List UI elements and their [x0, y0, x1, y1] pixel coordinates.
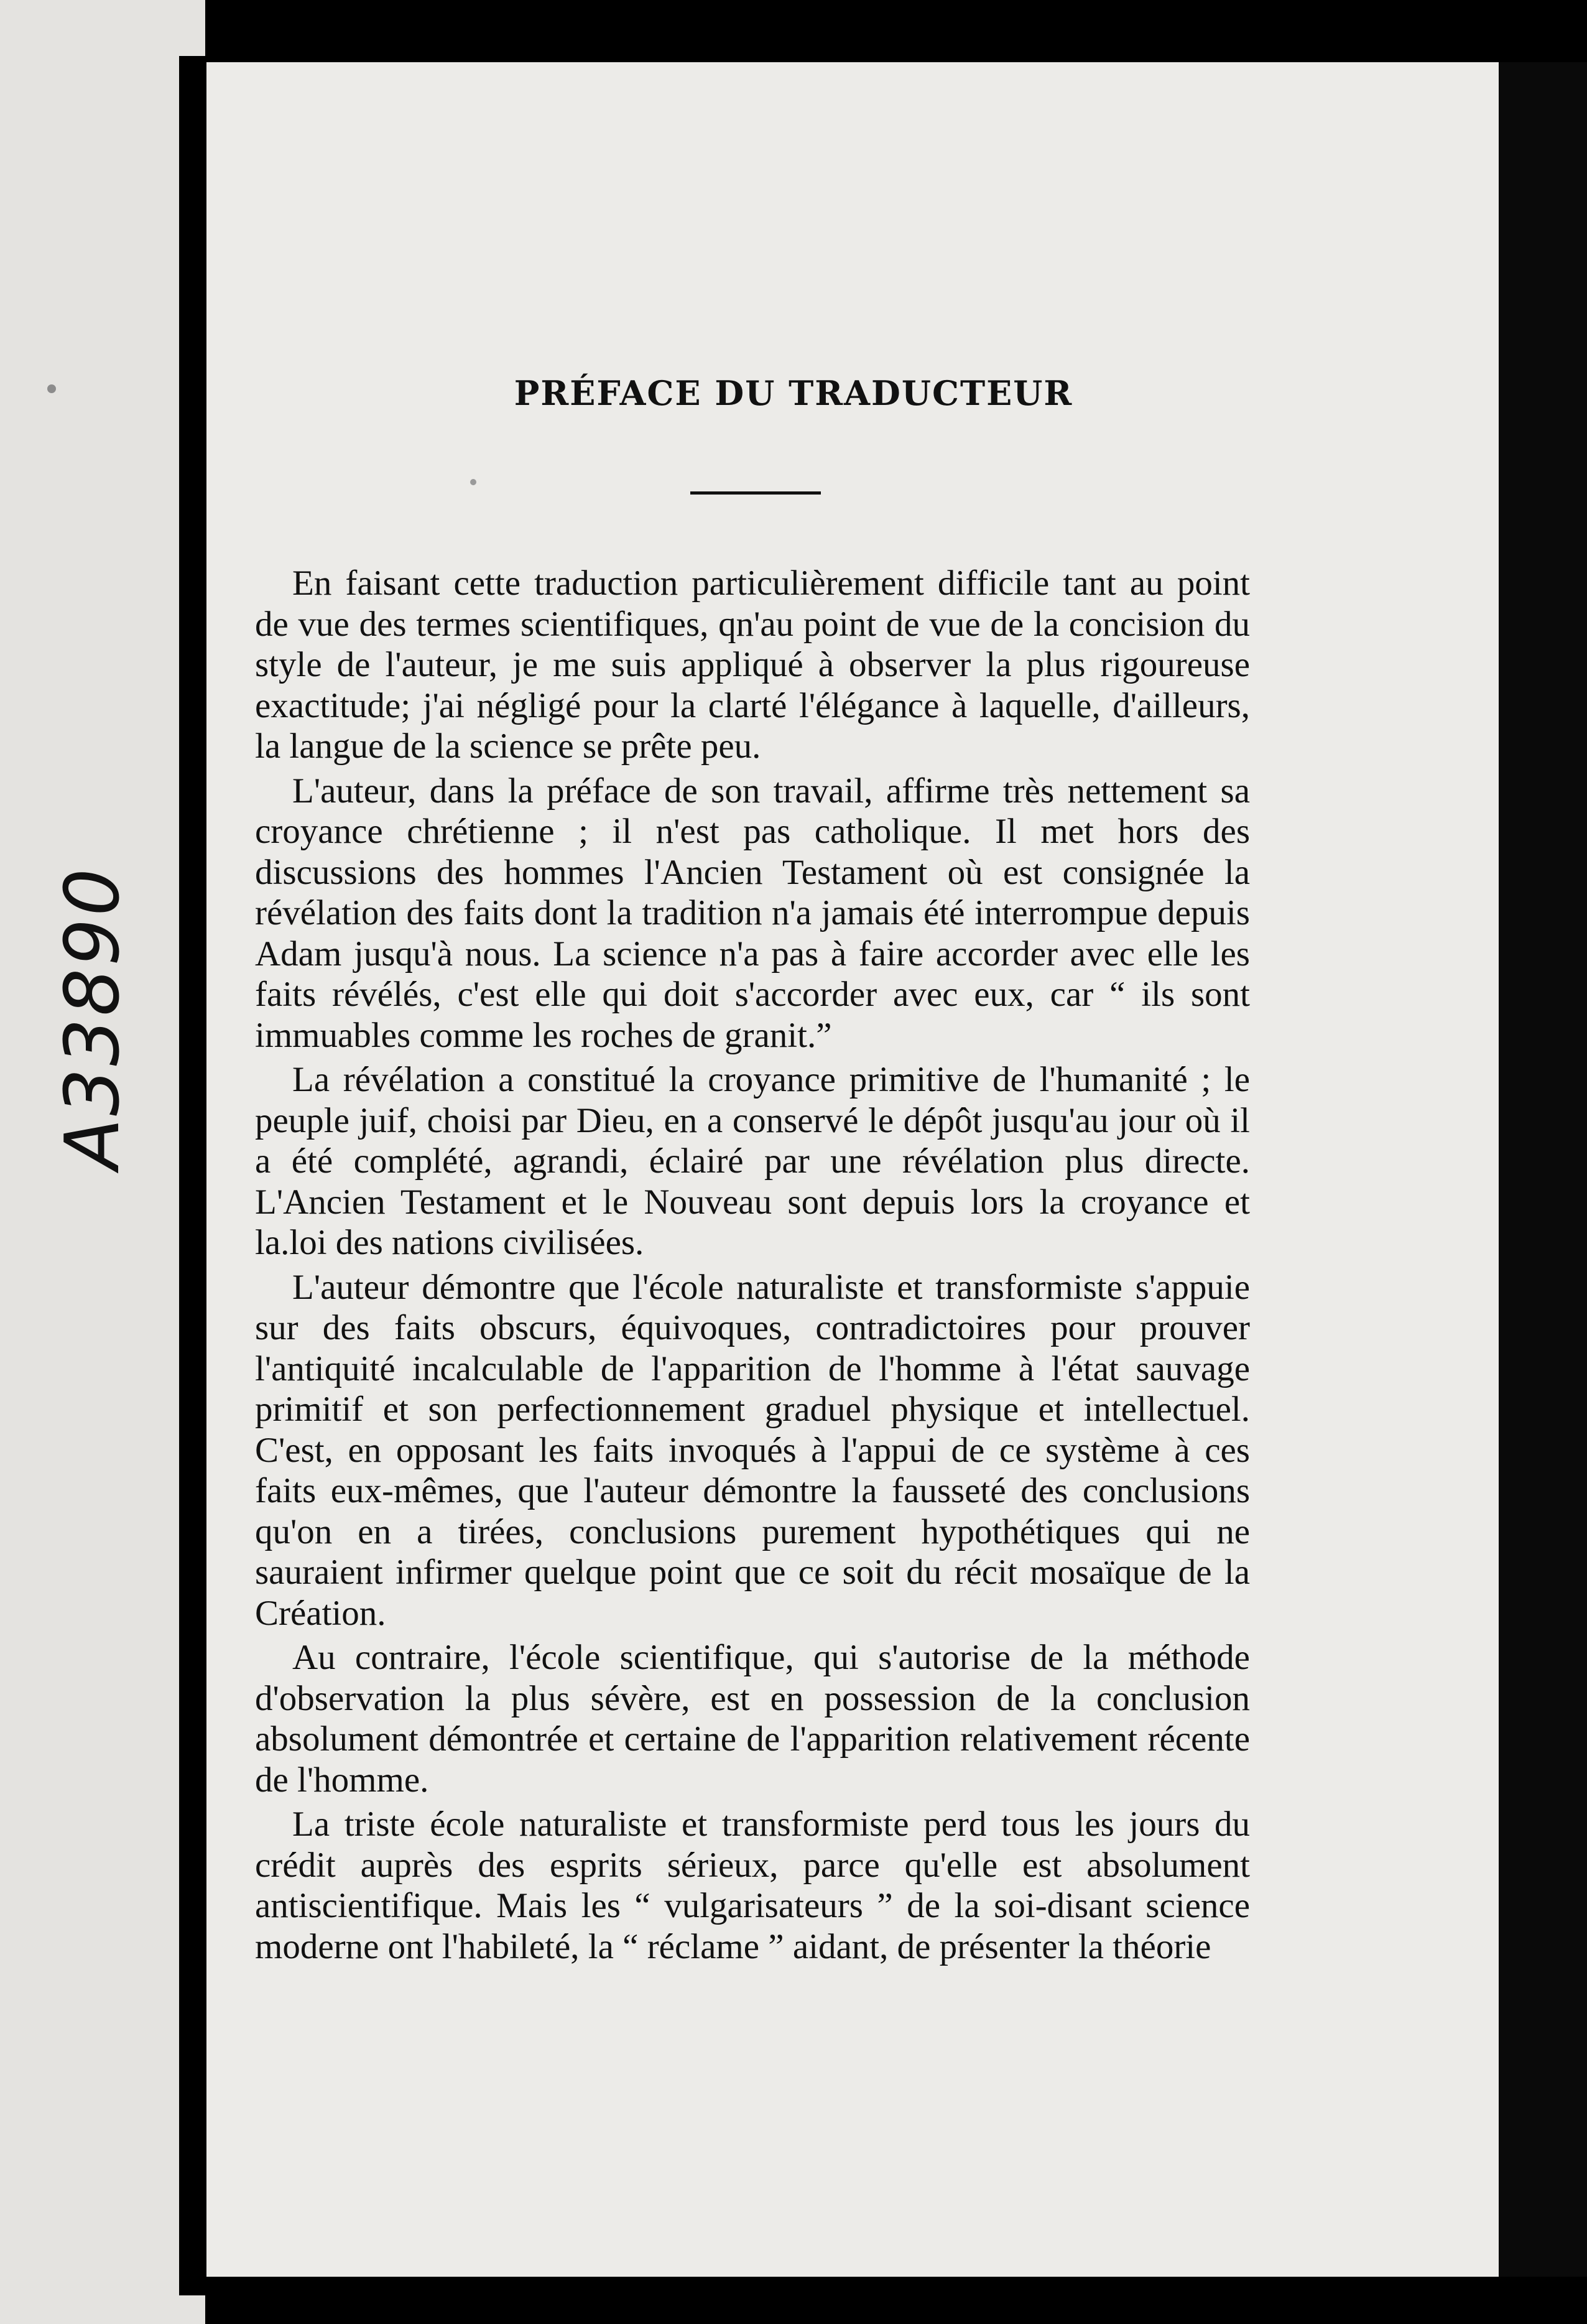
paragraph-6: La triste école naturaliste et transformiste perd tous les jours du crédit auprès des esprits sérieux, parce qu'elle est absolument antiscientifique. Mais les “ vulgarisateurs ” de la soi-disant science moderne ont l'habileté, la “ réclame ” aidant, de présenter la théorie: [255, 1805, 1250, 1966]
handwritten-accession-number: A33890: [50, 866, 136, 1169]
paragraph-1: En faisant cette traduction particulièrement difficile tant au point de vue des termes scientifiques, qn'au point de vue de la concision du style de l'auteur, je me suis appliqué à observer la plus rigoureuse exactitude; j'ai négligé pour la clarté l'élégance à laquelle, d'ailleurs, la langue de la science se prête peu.: [255, 564, 1250, 766]
page-title: PRÉFACE DU TRADUCTEUR: [514, 373, 1073, 413]
paragraph-3: La révélation a constitué la croyance primitive de l'humanité ; le peuple juif, choisi par Dieu, en a conservé le dépôt jusqu'au jour où il a été complété, agrandi, éclairé par une révélation plus directe. L'Ancien Testament et le Nouveau sont depuis lors la croyance et la.loi des nations civilisées.: [255, 1060, 1250, 1262]
paragraph-5: Au contraire, l'école scientifique, qui s'autorise de la méthode d'observation la plus sévère, est en possession de la conclusion absolument démontrée et certaine de l'apparition relativement récente de l'homme.: [255, 1638, 1250, 1800]
paragraph-2: L'auteur, dans la préface de son travail, affirme très nettement sa croyance chrétienne ; il n'est pas catholique. Il met hors des discussions des hommes l'Ancien Testament où est consignée la révélation des faits dont la tradition n'a jamais été interrompue depuis Adam jusqu'à nous. La science n'a pas à faire accorder avec elle les faits révélés, c'est elle qui doit s'accorder avec eux, car “ ils sont immuables comme les roches de granit.”: [255, 771, 1250, 1055]
paragraph-4: L'auteur démontre que l'école naturaliste et transformiste s'appuie sur des faits obscurs, équivoques, contradictoires pour prouver l'antiquité incalculable de l'apparition de l'homme à l'état sauvage primitif et son perfectionnement graduel physique et intellectuel. C'est, en opposant les faits invoqués à l'appui de ce système à ces faits eux-mêmes, que l'auteur démontre la fausseté des conclusions qu'on en a tirées, conclusions purement hypothétiques qui ne sauraient infirmer quelque point que ce soit du récit mosaïque de la Création.: [255, 1267, 1250, 1633]
title-rule: [690, 491, 821, 495]
preface-body: [255, 563, 1250, 1971]
title-speck: [470, 479, 476, 485]
